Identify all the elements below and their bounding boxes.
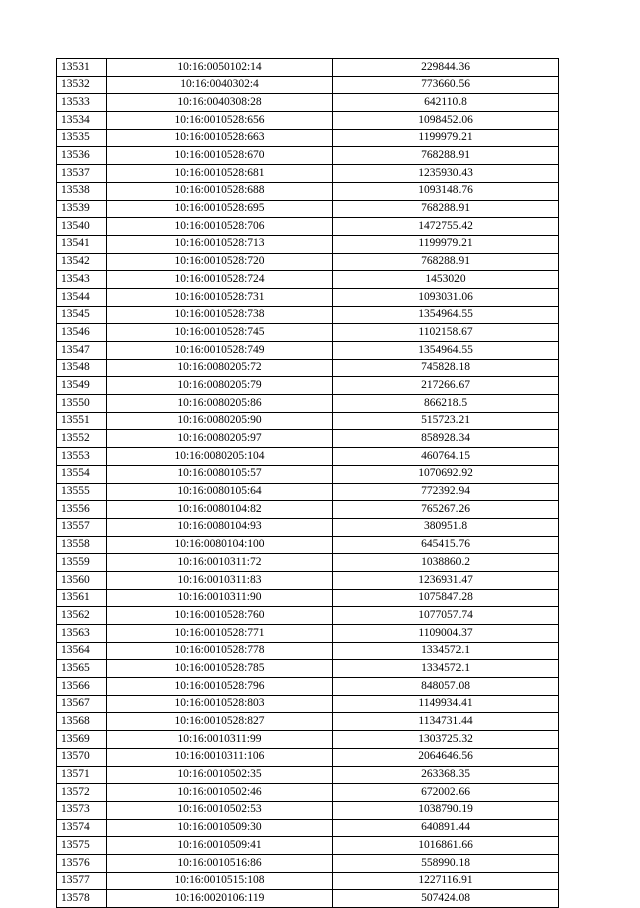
value-cell: 768288.91	[333, 253, 559, 271]
value-cell: 229844.36	[333, 59, 559, 77]
cadastral-number-cell: 10:16:0040308:28	[107, 94, 333, 112]
cadastral-number-cell: 10:16:0080105:64	[107, 483, 333, 501]
cadastral-number-cell: 10:16:0080104:82	[107, 501, 333, 519]
row-number-cell: 13556	[57, 501, 107, 519]
value-cell: 1354964.55	[333, 306, 559, 324]
row-number-cell: 13536	[57, 147, 107, 165]
value-cell: 1102158.67	[333, 324, 559, 342]
value-cell: 1098452.06	[333, 112, 559, 130]
row-number-cell: 13542	[57, 253, 107, 271]
value-cell: 1016861.66	[333, 837, 559, 855]
table-row	[57, 713, 559, 731]
value-cell: 1038790.19	[333, 801, 559, 819]
table-row	[57, 129, 559, 147]
row-number-cell: 13575	[57, 837, 107, 855]
cadastral-number-cell: 10:16:0010528:656	[107, 112, 333, 130]
row-number-cell: 13563	[57, 625, 107, 643]
cadastral-number-cell: 10:16:0010528:724	[107, 271, 333, 289]
table-row	[57, 200, 559, 218]
value-cell: 848057.08	[333, 678, 559, 696]
cadastral-number-cell: 10:16:0010311:72	[107, 554, 333, 572]
row-number-cell: 13559	[57, 554, 107, 572]
row-number-cell: 13533	[57, 94, 107, 112]
table-row	[57, 306, 559, 324]
row-number-cell: 13557	[57, 518, 107, 536]
table-row	[57, 430, 559, 448]
cadastral-number-cell: 10:16:0010528:745	[107, 324, 333, 342]
cadastral-number-cell: 10:16:0080104:100	[107, 536, 333, 554]
row-number-cell: 13548	[57, 359, 107, 377]
cadastral-number-cell: 10:16:0010528:749	[107, 342, 333, 360]
table-row	[57, 766, 559, 784]
value-cell: 507424.08	[333, 890, 559, 908]
table-row	[57, 377, 559, 395]
row-number-cell: 13572	[57, 784, 107, 802]
row-number-cell: 13549	[57, 377, 107, 395]
value-cell: 1075847.28	[333, 589, 559, 607]
row-number-cell: 13574	[57, 819, 107, 837]
row-number-cell: 13531	[57, 59, 107, 77]
cadastral-number-cell: 10:16:0010528:785	[107, 660, 333, 678]
table-row	[57, 518, 559, 536]
value-cell: 858928.34	[333, 430, 559, 448]
cadastral-number-cell: 10:16:0010528:731	[107, 288, 333, 306]
table-row	[57, 147, 559, 165]
table-row	[57, 854, 559, 872]
cadastral-number-cell: 10:16:0010528:681	[107, 165, 333, 183]
table-row	[57, 359, 559, 377]
value-cell: 1472755.42	[333, 218, 559, 236]
table-row	[57, 112, 559, 130]
value-cell: 642110.8	[333, 94, 559, 112]
table-row	[57, 412, 559, 430]
table-row	[57, 872, 559, 890]
row-number-cell: 13550	[57, 395, 107, 413]
cadastral-number-cell: 10:16:0080104:93	[107, 518, 333, 536]
table-row	[57, 465, 559, 483]
table-row	[57, 554, 559, 572]
cadastral-number-cell: 10:16:0080205:104	[107, 448, 333, 466]
row-number-cell: 13567	[57, 695, 107, 713]
row-number-cell: 13552	[57, 430, 107, 448]
cadastral-number-cell: 10:16:0010528:713	[107, 235, 333, 253]
row-number-cell: 13541	[57, 235, 107, 253]
table-row	[57, 819, 559, 837]
value-cell: 1093031.06	[333, 288, 559, 306]
cadastral-number-cell: 10:16:0080105:57	[107, 465, 333, 483]
value-cell: 1093148.76	[333, 182, 559, 200]
cadastral-number-cell: 10:16:0050102:14	[107, 59, 333, 77]
cadastral-number-cell: 10:16:0010311:106	[107, 748, 333, 766]
row-number-cell: 13558	[57, 536, 107, 554]
cadastral-number-cell: 10:16:0080205:90	[107, 412, 333, 430]
value-cell: 645415.76	[333, 536, 559, 554]
cadastral-number-cell: 10:16:0020106:119	[107, 890, 333, 908]
cadastral-number-cell: 10:16:0010528:827	[107, 713, 333, 731]
row-number-cell: 13562	[57, 607, 107, 625]
table-row	[57, 837, 559, 855]
row-number-cell: 13569	[57, 731, 107, 749]
row-number-cell: 13555	[57, 483, 107, 501]
row-number-cell: 13540	[57, 218, 107, 236]
table-row	[57, 165, 559, 183]
value-cell: 866218.5	[333, 395, 559, 413]
cadastral-number-cell: 10:16:0080205:79	[107, 377, 333, 395]
value-cell: 1134731.44	[333, 713, 559, 731]
table-row	[57, 253, 559, 271]
table-row	[57, 589, 559, 607]
cadastral-number-cell: 10:16:0010528:803	[107, 695, 333, 713]
value-cell: 1303725.32	[333, 731, 559, 749]
cadastral-number-cell: 10:16:0010516:86	[107, 854, 333, 872]
cadastral-number-cell: 10:16:0010528:771	[107, 625, 333, 643]
table-row	[57, 731, 559, 749]
value-cell: 1038860.2	[333, 554, 559, 572]
value-cell: 2064646.56	[333, 748, 559, 766]
cadastral-number-cell: 10:16:0010515:108	[107, 872, 333, 890]
row-number-cell: 13573	[57, 801, 107, 819]
cadastral-number-cell: 10:16:0010528:688	[107, 182, 333, 200]
table-row	[57, 642, 559, 660]
table-row	[57, 271, 559, 289]
cadastral-number-cell: 10:16:0010509:30	[107, 819, 333, 837]
value-cell: 1149934.41	[333, 695, 559, 713]
cadastral-number-cell: 10:16:0010502:53	[107, 801, 333, 819]
cadastral-number-cell: 10:16:0010528:720	[107, 253, 333, 271]
table-row	[57, 94, 559, 112]
row-number-cell: 13565	[57, 660, 107, 678]
row-number-cell: 13543	[57, 271, 107, 289]
row-number-cell: 13571	[57, 766, 107, 784]
table-row	[57, 625, 559, 643]
row-number-cell: 13564	[57, 642, 107, 660]
table-row	[57, 59, 559, 77]
value-cell: 515723.21	[333, 412, 559, 430]
value-cell: 1235930.43	[333, 165, 559, 183]
value-cell: 1199979.21	[333, 129, 559, 147]
row-number-cell: 13538	[57, 182, 107, 200]
row-number-cell: 13546	[57, 324, 107, 342]
table-row	[57, 536, 559, 554]
row-number-cell: 13576	[57, 854, 107, 872]
row-number-cell: 13551	[57, 412, 107, 430]
value-cell: 772392.94	[333, 483, 559, 501]
row-number-cell: 13570	[57, 748, 107, 766]
table-row	[57, 801, 559, 819]
table-row	[57, 182, 559, 200]
value-cell: 558990.18	[333, 854, 559, 872]
cadastral-number-cell: 10:16:0010528:738	[107, 306, 333, 324]
row-number-cell: 13568	[57, 713, 107, 731]
row-number-cell: 13577	[57, 872, 107, 890]
value-cell: 1453020	[333, 271, 559, 289]
value-cell: 640891.44	[333, 819, 559, 837]
cadastral-number-cell: 10:16:0010528:706	[107, 218, 333, 236]
row-number-cell: 13561	[57, 589, 107, 607]
row-number-cell: 13537	[57, 165, 107, 183]
value-cell: 1227116.91	[333, 872, 559, 890]
table-row	[57, 395, 559, 413]
row-number-cell: 13547	[57, 342, 107, 360]
cadastral-number-cell: 10:16:0010502:46	[107, 784, 333, 802]
row-number-cell: 13560	[57, 571, 107, 589]
row-number-cell: 13544	[57, 288, 107, 306]
cadastral-number-cell: 10:16:0010311:83	[107, 571, 333, 589]
value-cell: 1070692.92	[333, 465, 559, 483]
table-row	[57, 218, 559, 236]
cadastral-number-cell: 10:16:0010528:760	[107, 607, 333, 625]
table-row	[57, 607, 559, 625]
value-cell: 1077057.74	[333, 607, 559, 625]
value-cell: 380951.8	[333, 518, 559, 536]
cadastral-number-cell: 10:16:0080205:97	[107, 430, 333, 448]
table-row	[57, 695, 559, 713]
row-number-cell: 13578	[57, 890, 107, 908]
row-number-cell: 13554	[57, 465, 107, 483]
row-number-cell: 13545	[57, 306, 107, 324]
value-cell: 1354964.55	[333, 342, 559, 360]
value-cell: 1334572.1	[333, 642, 559, 660]
table-row	[57, 748, 559, 766]
table-row	[57, 448, 559, 466]
table-row	[57, 784, 559, 802]
value-cell: 1109004.37	[333, 625, 559, 643]
cadastral-number-cell: 10:16:0040302:4	[107, 76, 333, 94]
table-row	[57, 660, 559, 678]
cadastral-number-cell: 10:16:0010509:41	[107, 837, 333, 855]
table-row	[57, 235, 559, 253]
cadastral-number-cell: 10:16:0080205:72	[107, 359, 333, 377]
value-cell: 773660.56	[333, 76, 559, 94]
table-row	[57, 501, 559, 519]
value-cell: 768288.91	[333, 147, 559, 165]
cadastral-number-cell: 10:16:0010528:695	[107, 200, 333, 218]
value-cell: 1199979.21	[333, 235, 559, 253]
row-number-cell: 13566	[57, 678, 107, 696]
row-number-cell: 13553	[57, 448, 107, 466]
cadastral-number-cell: 10:16:0080205:86	[107, 395, 333, 413]
value-cell: 1236931.47	[333, 571, 559, 589]
cadastral-number-cell: 10:16:0010528:778	[107, 642, 333, 660]
cadastral-number-cell: 10:16:0010502:35	[107, 766, 333, 784]
cadastral-number-cell: 10:16:0010311:99	[107, 731, 333, 749]
table-row	[57, 678, 559, 696]
table-row	[57, 342, 559, 360]
cadastral-number-cell: 10:16:0010528:796	[107, 678, 333, 696]
data-table	[56, 58, 559, 908]
table-row	[57, 571, 559, 589]
value-cell: 745828.18	[333, 359, 559, 377]
row-number-cell: 13532	[57, 76, 107, 94]
cadastral-number-cell: 10:16:0010528:670	[107, 147, 333, 165]
value-cell: 217266.67	[333, 377, 559, 395]
row-number-cell: 13534	[57, 112, 107, 130]
value-cell: 1334572.1	[333, 660, 559, 678]
row-number-cell: 13535	[57, 129, 107, 147]
table-body	[57, 59, 559, 908]
value-cell: 765267.26	[333, 501, 559, 519]
value-cell: 672002.66	[333, 784, 559, 802]
row-number-cell: 13539	[57, 200, 107, 218]
table-row	[57, 483, 559, 501]
value-cell: 768288.91	[333, 200, 559, 218]
table-row	[57, 288, 559, 306]
table-row	[57, 324, 559, 342]
value-cell: 460764.15	[333, 448, 559, 466]
value-cell: 263368.35	[333, 766, 559, 784]
cadastral-number-cell: 10:16:0010311:90	[107, 589, 333, 607]
cadastral-number-cell: 10:16:0010528:663	[107, 129, 333, 147]
table-row	[57, 76, 559, 94]
